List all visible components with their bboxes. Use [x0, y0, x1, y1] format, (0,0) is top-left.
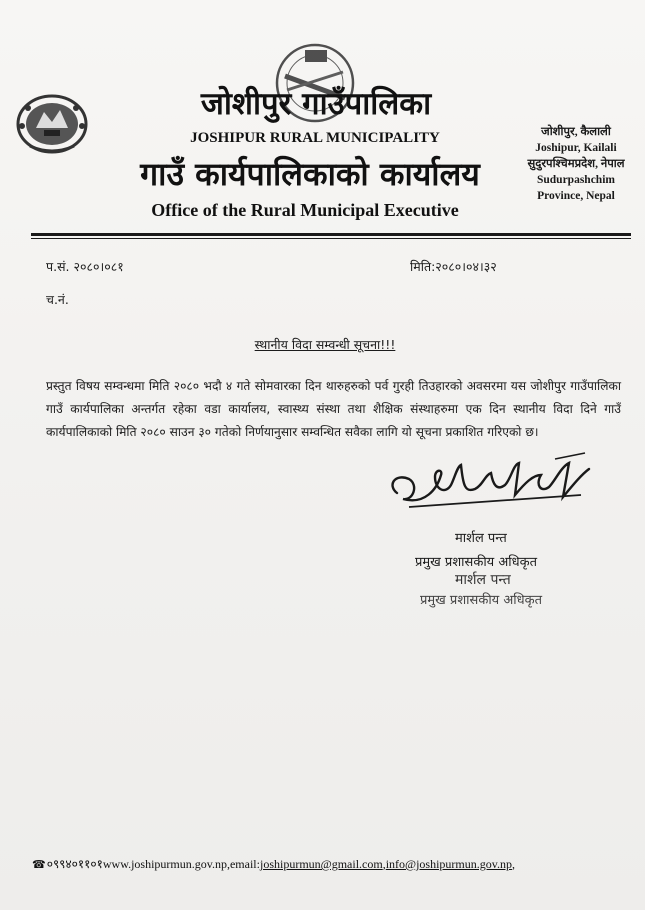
signatory-title: प्रमुख प्रशासकीय अधिकृत: [415, 555, 538, 570]
letter-body: प्रस्तुत विषय सम्वन्धमा मिति २०८० भदौ ४ गते सोमवारका दिन थारुहरुको पर्व गुरही तिउहारको अवसरमा यस जोशीपुर गाउँपालिका गाउँ कार्यपालिका अन्तर्गत रहेका वडा कार्यालय, स्वास्थ्य संस्था तथा शैक्षिक संस्थाहरुमा एक दिन स्थानीय विदा दिने गाउँ कार्यपालिकाको मिति २०८० साउन ३० गतेको निर्णयानुसार सम्वन्धित सवैका लागि यो सूचना प्रकाशित गरिएको छ।: [46, 379, 621, 439]
footer-phone: ०९९४०११०१: [46, 857, 103, 871]
handwritten-signature: [385, 445, 595, 525]
office-name-np: गाउँ कार्यपालिकाको कार्यालय: [140, 155, 480, 193]
address-line: जोशीपुर, कैलाली: [541, 126, 611, 138]
header-divider: [31, 233, 631, 236]
stamp-title: प्रमुख प्रशासकीय अधिकृत: [420, 593, 543, 608]
footer-tail: ,: [511, 857, 515, 871]
footer-separator: ,: [382, 857, 386, 871]
address-line: Sudurpashchim: [537, 174, 615, 186]
footer-website: www.joshipurmun.gov.np,email:: [102, 857, 260, 871]
office-address: [512, 124, 640, 204]
address-line: Province, Nepal: [537, 190, 615, 202]
address-line: Joshipur, Kailali: [535, 142, 617, 154]
nepal-emblem-icon: [14, 88, 90, 156]
footer-email-secondary[interactable]: info@joshipurmun.gov.np: [385, 857, 512, 871]
header-divider-thin: [31, 238, 631, 239]
signatory-name: मार्शल पन्त: [455, 531, 507, 546]
office-name-en: Office of the Rural Municipal Executive: [151, 200, 459, 220]
footer-contact: [32, 855, 632, 872]
footer-email-primary[interactable]: joshipurmun@gmail.com: [259, 857, 383, 871]
reference-number: प.सं. २०८०।०८१: [46, 259, 124, 274]
phone-icon: ☎: [32, 859, 46, 871]
municipality-name-np: जोशीपुर गाउँपालिका: [200, 86, 432, 122]
dispatch-number: च.नं.: [46, 292, 69, 307]
letter-subject: स्थानीय विदा सम्वन्धी सूचना!!!: [254, 337, 396, 352]
letter-date: मिति:२०८०।०४।३२: [410, 259, 497, 274]
municipality-name-en: JOSHIPUR RURAL MUNICIPALITY: [190, 130, 440, 146]
stamp-name: मार्शल पन्त: [455, 572, 511, 588]
address-line: सुदुरपश्चिमप्रदेश, नेपाल: [527, 158, 625, 170]
